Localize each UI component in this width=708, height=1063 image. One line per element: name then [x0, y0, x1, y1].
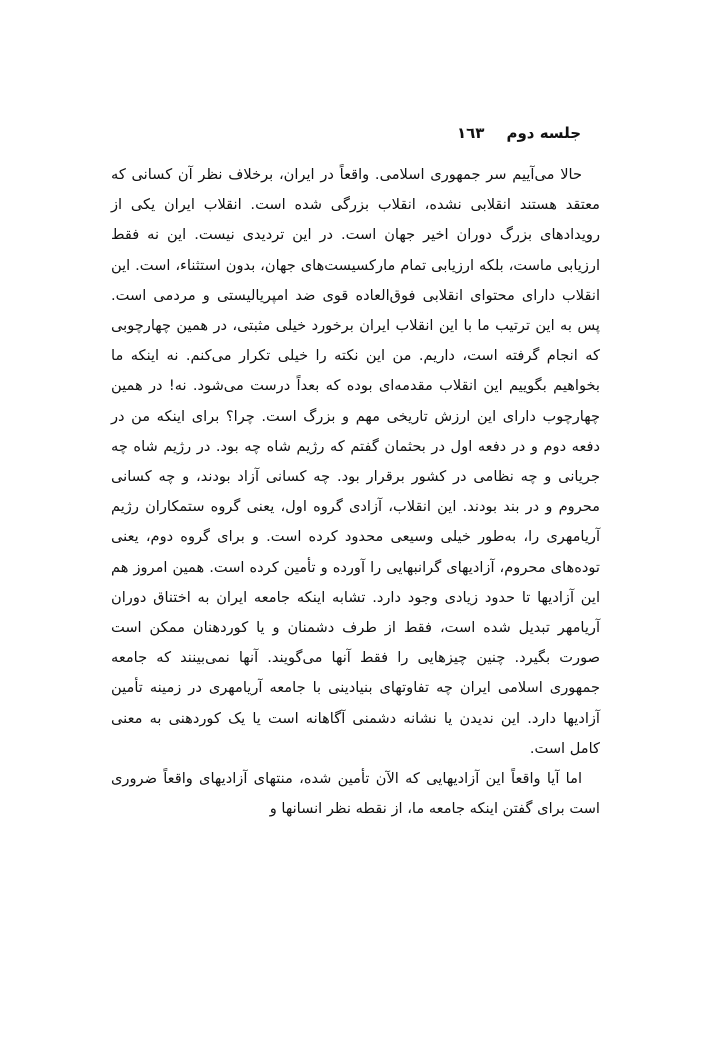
- paragraph: حالا می‌آییم سر جمهوری اسلامی. واقعاً در ایران، برخلاف نظر آن کسانی که معتقد هستند انقلابی نشده، انقلاب بزرگی شده است. انقلاب ایران یکی از رویدادهای بزرگ دوران اخیر جهان است. در این تردیدی نیست. این نه فقط ارزیابی ماست، بلکه ارزیابی تمام مارکسیست‌های جهان، بدون استثناء، است. این انقلاب دارای محتوای انقلابی فوق‌العاده قوی ضد امپریالیستی و مردمی است. پس به این ترتیب ما با این انقلاب ایران برخورد خیلی مثبتی، در همین چهارچوبی که انجام گرفته است، داریم. من این نکته را خیلی تکرار می‌کنم. نه اینکه ما بخواهیم بگوییم این انقلاب مقدمه‌ای بوده که بعداً درست می‌شود. نه! در همین چهارچوب دارای این ارزش تاریخی مهم و بزرگ است. چرا؟ برای اینکه من در دفعه دوم و در دفعه اول در بحثمان گفتم که رژیم شاه چه بود. در رژیم شاه چه جریانی و چه نظامی در کشور برقرار بود. چه کسانی آزاد بودند، و چه کسانی محروم و در بند بودند. این انقلاب، آزادی گروه اول، یعنی گروه ستمکاران رژیم آریامهری را، به‌طور خیلی وسیعی محدود کرده است. و برای گروه دوم، یعنی توده‌های محروم، آزادیهای گرانبهایی را آورده و تأمین کرده است. همین امروز هم این آزادیها تا حدود زیادی وجود دارد. تشابه اینکه جامعه ایران به اختناق دوران آریامهر تبدیل شده است، فقط از طرف دشمنان و یا کوردهنان ممکن است صورت بگیرد. چنین چیزهایی را فقط آنها می‌گویند. آنها نمی‌بینند که جامعه جمهوری اسلامی ایران چه تفاوتهای بنیادینی با جامعه آریامهری در زمینه تأمین آزادیها دارد. این ندیدن یا نشانه دشمنی آگاهانه است یا یک کوردهنی به معنی کامل است.: [111, 166, 600, 757]
- paragraph: اما آیا واقعاً این آزادیهایی که الآن تأمین شده، منتهای آزادیهای واقعاً ضروری است برای گفتن اینکه جامعه ما، از نقطه نظر انسانها و: [111, 770, 600, 818]
- page-number: ١٦٣: [457, 124, 485, 142]
- running-header: [127, 116, 581, 150]
- body-text: [111, 160, 600, 824]
- chapter-title: جلسه دوم: [506, 124, 581, 142]
